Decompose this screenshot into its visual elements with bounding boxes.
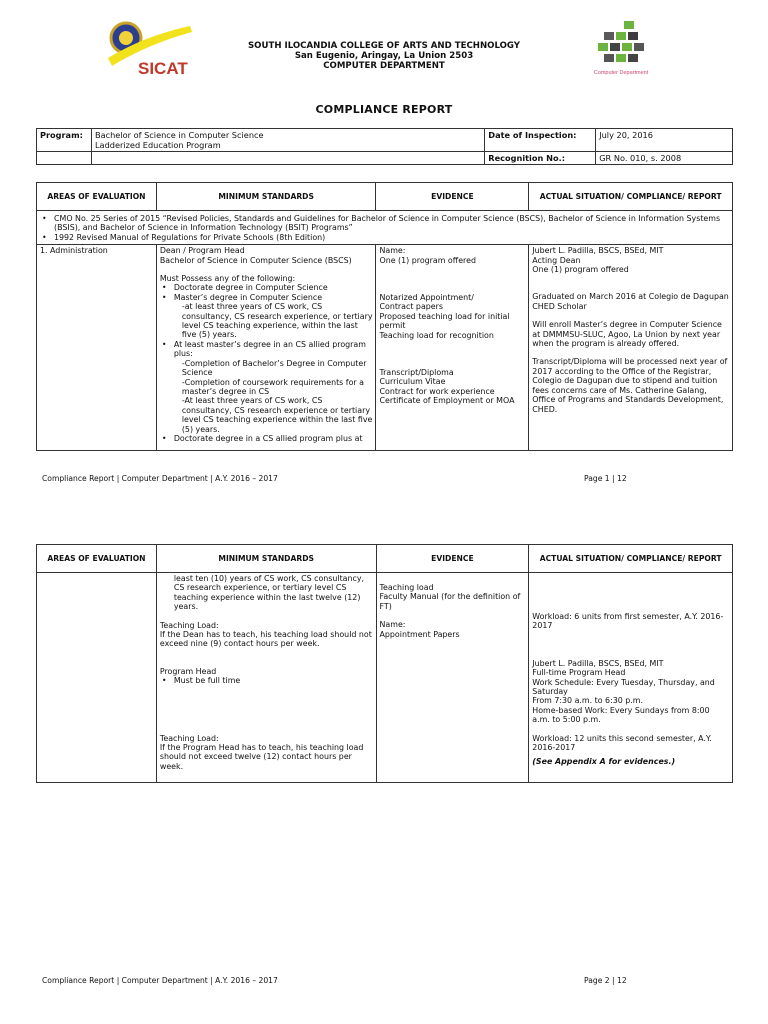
area-administration: 1. Administration [37,245,157,451]
header-actual-situation: ACTUAL SITUATION/ COMPLIANCE/ REPORT [529,183,733,211]
page-number: Page 1 | 12 [584,474,627,483]
footer-text: Compliance Report | Computer Department | A.Y. 2016 – 2017 [42,976,278,985]
page-number: Page 2 | 12 [584,976,627,985]
report-title: COMPLIANCE REPORT [315,103,453,116]
header-areas: AREAS OF EVALUATION [37,183,157,211]
header-evidence: EVIDENCE [376,545,529,573]
recognition-value: GR No. 010, s. 2008 [596,152,733,165]
standards-cell: least ten (10) years of CS work, CS consultancy, CS research experience, or tertiary level CS teaching experience within the last twelve (12) years. Teaching Load: If the Dean has to teach, his teaching load should not exceed nine (9) contact hours per week. Program Head • Must be full time Teaching Load: If the Program Head has to teach, his teaching load should not exceed twelve (12) contact hours per week. [156,573,376,783]
svg-text:Computer Department: Computer Department [594,70,648,76]
svg-text:SICAT: SICAT [138,59,188,78]
evaluation-table-page2 [36,544,733,783]
program-label: Program: [37,129,92,152]
date-label: Date of Inspection: [485,129,596,152]
date-value: July 20, 2016 [596,129,733,152]
reference-item: • CMO No. 25 Series of 2015 “Revised Policies, Standards and Guidelines for Bachelor of Science in Computer Science (BSCS), Bachelor of Science in Information Systems (BSIS), and Bachelor of Science in Information Technology (BSIT) Programs” [40,214,729,233]
appendix-note: (See Appendix A for evidences.) [532,757,676,767]
header-actual-situation: ACTUAL SITUATION/ COMPLIANCE/ REPORT [529,545,733,573]
program-value: Bachelor of Science in Computer Science Ladderized Education Program [91,129,484,152]
recognition-label: Recognition No.: [485,152,596,165]
standards-cell: Dean / Program Head Bachelor of Science in Computer Science (BSCS) Must Possess any of the following: • Doctorate degree in Computer Science • Master’s degree in Computer Science -at least three years of CS work, CS consultancy, CS research experience, or tertiary level CS teaching experience, within the last five (5) years. • At least master’s degree in an CS allied program plus: -Completion of Bachelor’s Degree in Computer Science -Completion of coursework requirements for a master’s degree in CS -At least three years of CS work, CS consultancy, CS research experience or tertiary level CS teaching experience within the last five (5) years. • Doctorate degree in a CS allied program plus at [156,245,376,451]
department-name: COMPUTER DEPARTMENT [323,61,445,71]
evidence-cell: Teaching load Faculty Manual (for the definition of FT) Name: Appointment Papers [376,573,529,783]
header-minimum-standards: MINIMUM STANDARDS [156,545,376,573]
evaluation-table-page1 [36,182,733,451]
actual-cell: Jubert L. Padilla, BSCS, BSEd, MIT Acting Dean One (1) program offered Graduated on March 2016 at Colegio de Dagupan CHED Scholar Will enroll Master’s degree in Computer Science at DMMMSU-SLUC, Agoo, La Union by next year when the program is already offered. Transcript/Diploma will be processed next year of 2017 according to the Office of the Registrar, Colegio de Dagupan due to stipend and tuition fees concerns care of Ms. Catherine Galang, Office of Programs and Standards Development, CHED. [529,245,733,451]
reference-item: • 1992 Revised Manual of Regulations for Private Schools (8th Edition) [40,233,729,242]
computer-department-logo [594,20,648,82]
footer-text: Compliance Report | Computer Department | A.Y. 2016 – 2017 [42,474,278,483]
references [37,211,733,245]
header-areas: AREAS OF EVALUATION [37,545,157,573]
school-address: San Eugenio, Aringay, La Union 2503 [294,51,474,61]
program-info-table [36,128,733,165]
header-evidence: EVIDENCE [376,183,529,211]
actual-cell: Workload: 6 units from first semester, A.Y. 2016-2017 Jubert L. Padilla, BSCS, BSEd, MIT Full-time Program Head Work Schedule: Every Tuesday, Thursday, and Saturday From 7:30 a.m. to 6:30 p.m. Home-based Work: Every Sundays from 8:00 a.m. to 5:00 p.m. Workload: 12 units this second semester, A.Y. 2016-2017 (See Appendix A for evidences.) [529,573,733,783]
school-name: SOUTH ILOCANDIA COLLEGE OF ARTS AND TECHNOLOGY [247,41,521,51]
header-minimum-standards: MINIMUM STANDARDS [156,183,376,211]
evidence-cell: Name: One (1) program offered Notarized Appointment/ Contract papers Proposed teaching load for initial permit Teaching load for recognition Transcript/Diploma Curriculum Vitae Contract for work experience Certificate of Employment or MOA [376,245,529,451]
